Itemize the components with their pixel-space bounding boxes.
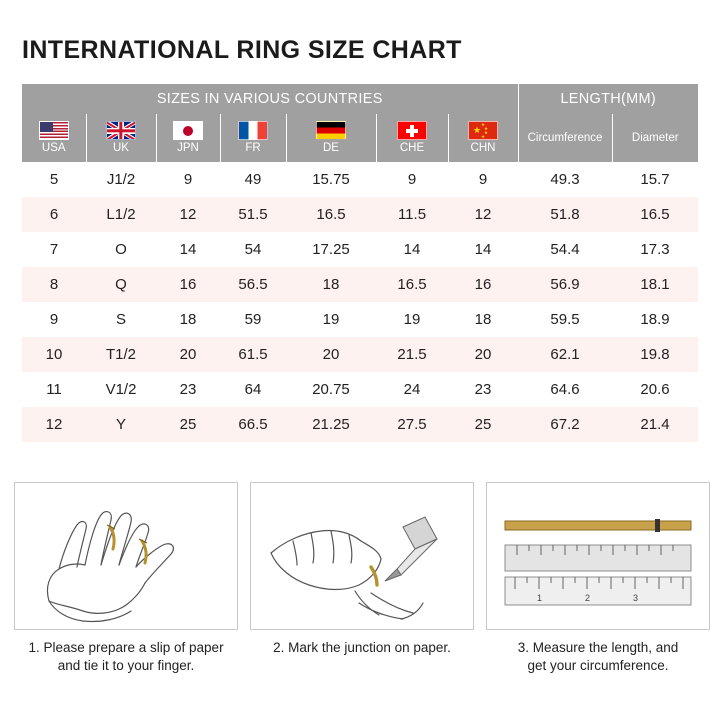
ring-size-table	[22, 84, 698, 442]
column-label-jpn: JPN	[177, 142, 199, 155]
group-header-countries: SIZES IN VARIOUS COUNTRIES	[22, 84, 518, 114]
cell-de: 16.5	[286, 197, 376, 232]
cell-usa: 12	[22, 407, 86, 442]
cell-diameter: 18.9	[612, 302, 698, 337]
cell-che: 27.5	[376, 407, 448, 442]
column-label-che: CHE	[399, 142, 425, 155]
column-label-fr: FR	[245, 142, 261, 155]
cell-fr: 59	[220, 302, 286, 337]
step-1-illustration-panel	[14, 482, 238, 630]
column-header-fr	[220, 114, 286, 162]
usa-flag-icon	[39, 121, 69, 140]
column-header-diameter	[612, 114, 698, 162]
cell-chn: 14	[448, 232, 518, 267]
step-1	[14, 482, 238, 675]
cell-circumference: 64.6	[518, 372, 612, 407]
table-row	[22, 337, 698, 372]
step-2-illustration-panel	[250, 482, 474, 630]
cell-uk: O	[86, 232, 156, 267]
cell-uk: L1/2	[86, 197, 156, 232]
column-header-de	[286, 114, 376, 162]
cell-diameter: 21.4	[612, 407, 698, 442]
cell-de: 20.75	[286, 372, 376, 407]
cell-circumference: 56.9	[518, 267, 612, 302]
table-body	[22, 162, 698, 442]
step-3	[486, 482, 710, 675]
cell-jpn: 23	[156, 372, 220, 407]
column-label-chn: CHN	[470, 142, 496, 155]
cell-fr: 64	[220, 372, 286, 407]
cell-jpn: 20	[156, 337, 220, 372]
cell-diameter: 18.1	[612, 267, 698, 302]
cell-che: 19	[376, 302, 448, 337]
cell-fr: 56.5	[220, 267, 286, 302]
cell-de: 20	[286, 337, 376, 372]
cell-jpn: 14	[156, 232, 220, 267]
cell-de: 21.25	[286, 407, 376, 442]
cell-che: 14	[376, 232, 448, 267]
step-3-illustration-panel	[486, 482, 710, 630]
cell-jpn: 18	[156, 302, 220, 337]
cell-diameter: 20.6	[612, 372, 698, 407]
cell-che: 9	[376, 162, 448, 197]
column-label-usa: USA	[41, 142, 66, 155]
hand-marking-pen-icon	[251, 483, 474, 630]
cell-usa: 5	[22, 162, 86, 197]
step-1-caption-line2: and tie it to your finger.	[57, 658, 195, 674]
table-row	[22, 197, 698, 232]
svg-text:2: 2	[585, 593, 591, 603]
table-column-header-row	[22, 114, 698, 162]
cell-usa: 6	[22, 197, 86, 232]
table-row	[22, 267, 698, 302]
cell-che: 16.5	[376, 267, 448, 302]
page-title: INTERNATIONAL RING SIZE CHART	[22, 36, 462, 64]
japan-flag-icon	[173, 121, 203, 140]
cell-de: 17.25	[286, 232, 376, 267]
cell-de: 19	[286, 302, 376, 337]
cell-fr: 66.5	[220, 407, 286, 442]
column-label-de: DE	[323, 142, 339, 155]
cell-che: 21.5	[376, 337, 448, 372]
cell-fr: 54	[220, 232, 286, 267]
measurement-steps	[14, 482, 706, 675]
cell-che: 24	[376, 372, 448, 407]
cell-chn: 25	[448, 407, 518, 442]
cell-circumference: 51.8	[518, 197, 612, 232]
column-header-jpn	[156, 114, 220, 162]
table-row	[22, 372, 698, 407]
step-1-caption	[14, 639, 238, 675]
germany-flag-icon	[316, 121, 346, 140]
cell-usa: 7	[22, 232, 86, 267]
cell-jpn: 12	[156, 197, 220, 232]
cell-chn: 23	[448, 372, 518, 407]
china-flag-icon: ★ ★ ★ ★ ★	[468, 121, 498, 140]
cell-usa: 11	[22, 372, 86, 407]
uk-flag-icon	[106, 121, 136, 140]
cell-uk: J1/2	[86, 162, 156, 197]
column-header-circumference	[518, 114, 612, 162]
column-header-usa	[22, 114, 86, 162]
step-3-caption-line1: 3. Measure the length, and	[517, 640, 679, 655]
column-header-che	[376, 114, 448, 162]
cell-diameter: 19.8	[612, 337, 698, 372]
cell-de: 15.75	[286, 162, 376, 197]
cell-diameter: 17.3	[612, 232, 698, 267]
svg-text:1: 1	[537, 593, 543, 603]
table-row	[22, 162, 698, 197]
cell-circumference: 67.2	[518, 407, 612, 442]
step-2-caption-line1: 2. Mark the junction on paper.	[273, 640, 451, 655]
switzerland-flag-icon	[397, 121, 427, 140]
column-label-circumference: Circumference	[527, 132, 603, 144]
step-1-caption-line1: 1. Please prepare a slip of paper	[28, 640, 224, 655]
cell-uk: Q	[86, 267, 156, 302]
cell-jpn: 16	[156, 267, 220, 302]
step-3-caption	[486, 639, 710, 675]
cell-diameter: 16.5	[612, 197, 698, 232]
step-2-caption	[250, 639, 474, 657]
cell-chn: 12	[448, 197, 518, 232]
group-header-length: LENGTH(MM)	[518, 84, 698, 114]
hand-with-paper-strip-icon	[15, 483, 238, 630]
cell-chn: 20	[448, 337, 518, 372]
table-group-header-row	[22, 84, 698, 114]
cell-chn: 9	[448, 162, 518, 197]
cell-usa: 8	[22, 267, 86, 302]
svg-text:3: 3	[633, 593, 639, 603]
cell-usa: 10	[22, 337, 86, 372]
cell-de: 18	[286, 267, 376, 302]
cell-uk: T1/2	[86, 337, 156, 372]
cell-uk: S	[86, 302, 156, 337]
cell-circumference: 49.3	[518, 162, 612, 197]
cell-jpn: 25	[156, 407, 220, 442]
step-2	[250, 482, 474, 675]
cell-che: 11.5	[376, 197, 448, 232]
france-flag-icon	[238, 121, 268, 140]
ruler-measuring-strip-icon	[487, 483, 710, 630]
cell-diameter: 15.7	[612, 162, 698, 197]
cell-fr: 61.5	[220, 337, 286, 372]
cell-circumference: 59.5	[518, 302, 612, 337]
cell-jpn: 9	[156, 162, 220, 197]
step-3-caption-line2: get your circumference.	[527, 658, 669, 674]
cell-usa: 9	[22, 302, 86, 337]
cell-chn: 16	[448, 267, 518, 302]
column-label-diameter: Diameter	[631, 132, 679, 144]
column-header-chn	[448, 114, 518, 162]
cell-uk: V1/2	[86, 372, 156, 407]
cell-circumference: 54.4	[518, 232, 612, 267]
column-label-uk: UK	[113, 142, 129, 155]
table-row	[22, 302, 698, 337]
table-row	[22, 407, 698, 442]
cell-chn: 18	[448, 302, 518, 337]
cell-circumference: 62.1	[518, 337, 612, 372]
cell-uk: Y	[86, 407, 156, 442]
cell-fr: 51.5	[220, 197, 286, 232]
column-header-uk	[86, 114, 156, 162]
table-row	[22, 232, 698, 267]
cell-fr: 49	[220, 162, 286, 197]
